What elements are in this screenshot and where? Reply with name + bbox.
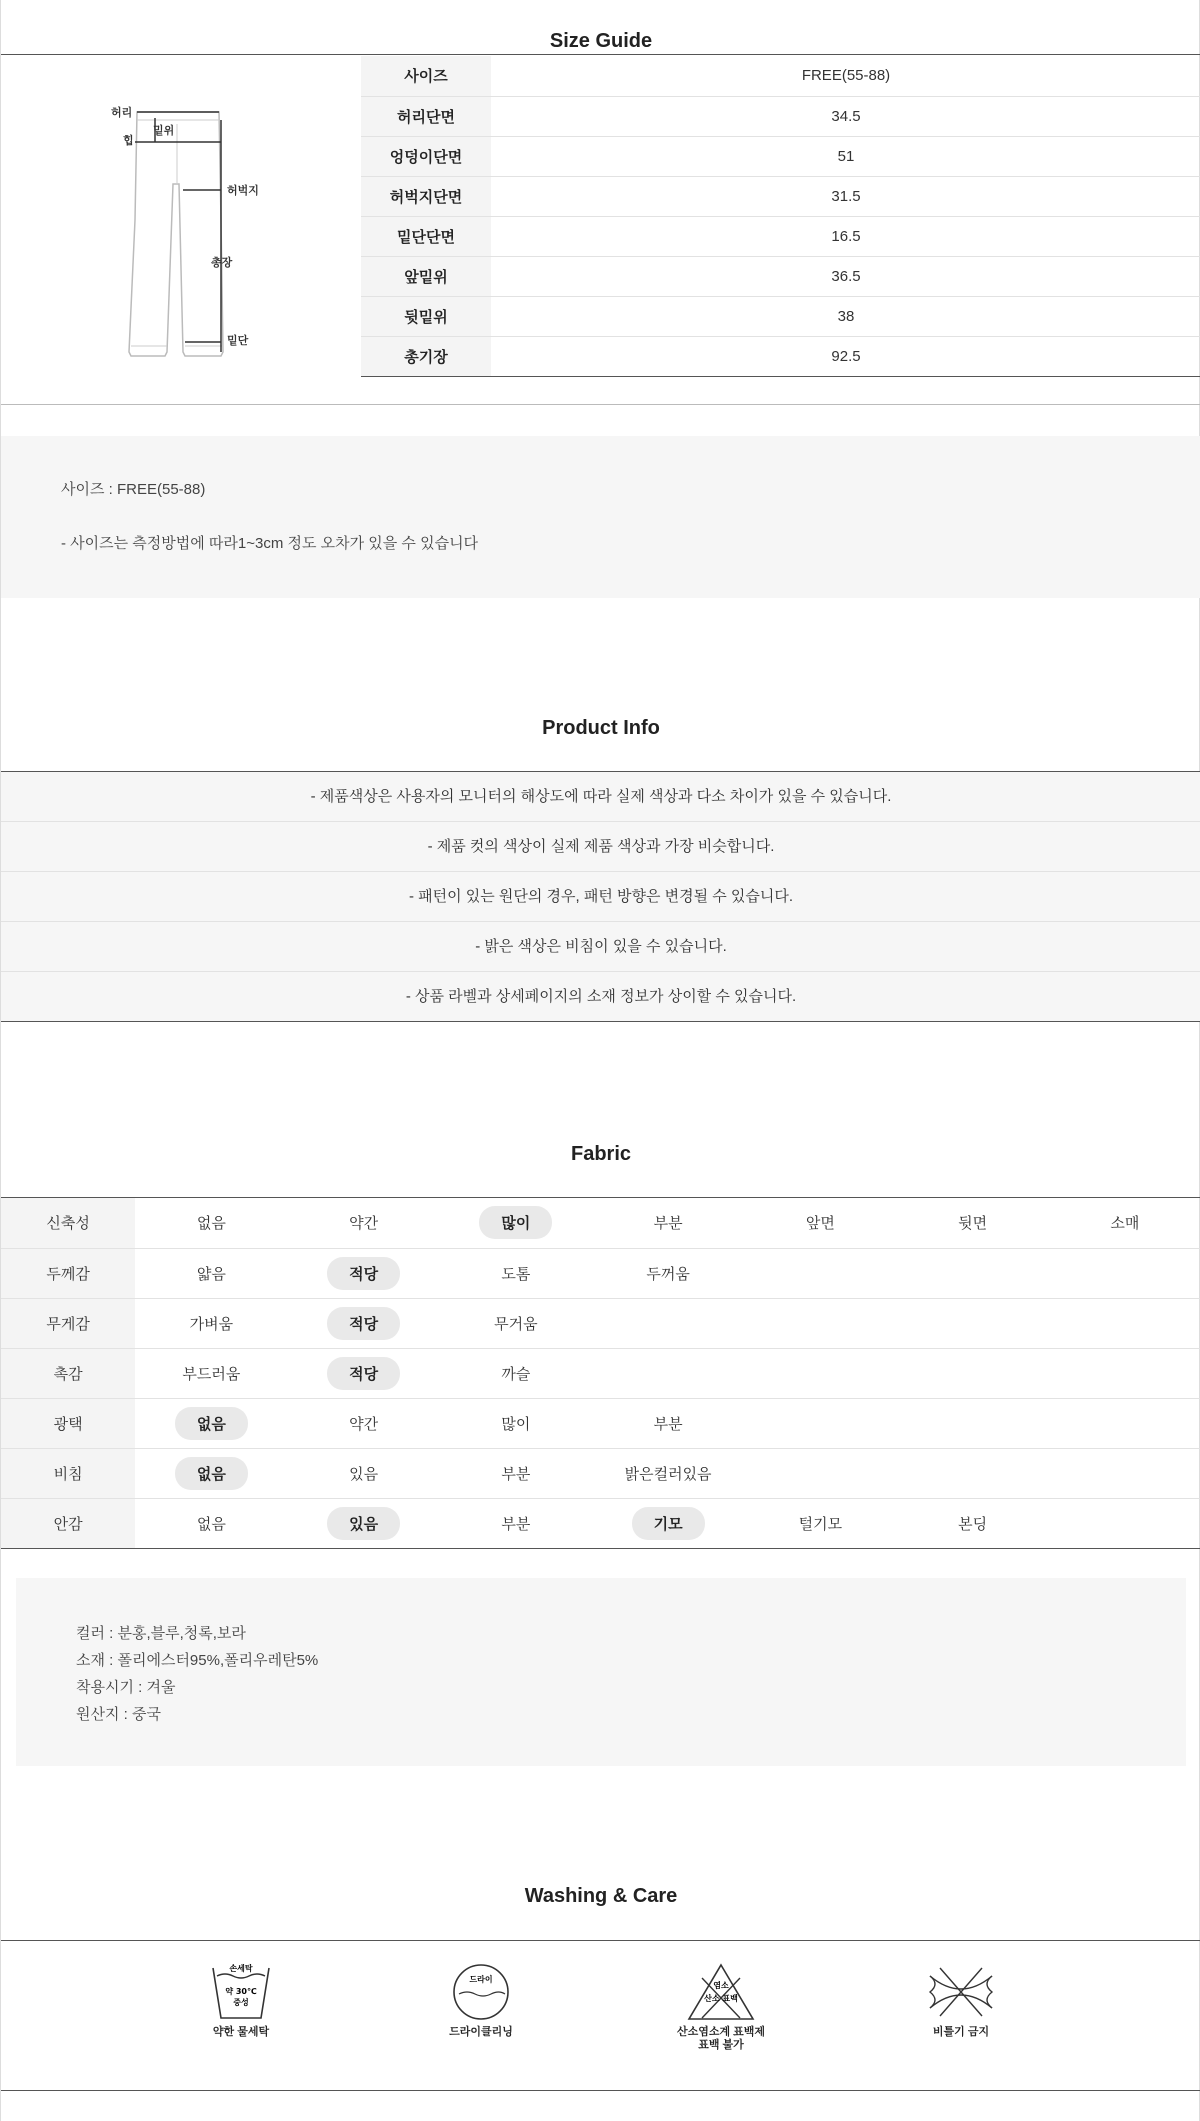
no-wring-label: 비틀기 금지 (932, 2026, 990, 2038)
product-info-title: Product Info (542, 717, 660, 739)
fabric-option-label: 부드러움 (182, 1365, 241, 1383)
fabric-option (440, 1298, 592, 1348)
size-row-label: 사이즈 (361, 56, 491, 96)
fabric-option-empty (744, 1398, 896, 1448)
fabric-row (1, 1198, 1200, 1248)
fabric-option (440, 1398, 592, 1448)
fabric-option-label: 두꺼움 (646, 1265, 690, 1283)
fabric-material: 소재 : 폴리에스터95%,폴리우레탄5% (76, 1652, 319, 1669)
diagram-label-length: 총장 (211, 257, 233, 269)
fabric-option (896, 1198, 1048, 1248)
size-row-label: 엉덩이단면 (361, 136, 491, 176)
size-row-label: 앞밑위 (361, 256, 491, 296)
fabric-option-label: 부분 (501, 1515, 531, 1533)
size-table (361, 56, 1200, 377)
fabric-option-label: 무거움 (494, 1315, 538, 1333)
fabric-origin: 원산지 : 중국 (76, 1706, 161, 1723)
wash-item-hand-wash (161, 1962, 321, 2039)
diagram-label-hip: 힙 (123, 135, 134, 147)
fabric-option (287, 1348, 439, 1398)
fabric-option (592, 1398, 744, 1448)
product-info-item: - 패턴이 있는 원단의 경우, 패턴 방향은 변경될 수 있습니다. (1, 872, 1200, 922)
size-row-value: 31.5 (491, 176, 1200, 216)
fabric-option (135, 1448, 287, 1498)
dry-clean-label: 드라이클리닝 (449, 2026, 513, 2038)
fabric-option-selected: 적당 (327, 1357, 400, 1390)
size-row (361, 136, 1200, 176)
fabric-option (744, 1498, 896, 1548)
size-guide-top-divider (1, 54, 1200, 55)
fabric-row (1, 1498, 1200, 1548)
fabric-season: 착용시기 : 겨울 (76, 1679, 176, 1696)
fabric-row (1, 1398, 1200, 1448)
fabric-row-label: 비침 (1, 1448, 135, 1498)
fabric-row (1, 1348, 1200, 1398)
size-note-box (1, 436, 1200, 598)
product-info-list (1, 772, 1200, 1022)
fabric-option-empty (1049, 1448, 1200, 1498)
product-info-item: - 제품 컷의 색상이 실제 제품 색상과 가장 비슷합니다. (1, 822, 1200, 872)
fabric-option-selected: 많이 (479, 1206, 552, 1239)
size-row (361, 256, 1200, 296)
fabric-option (135, 1398, 287, 1448)
size-row-value: 34.5 (491, 96, 1200, 136)
wash-item-no-bleach (641, 1962, 801, 2052)
size-row (361, 176, 1200, 216)
fabric-option-label: 없음 (196, 1215, 226, 1233)
pants-size-diagram (101, 100, 281, 370)
diagram-label-thigh: 허벅지 (227, 185, 259, 197)
fabric-row-label: 광택 (1, 1398, 135, 1448)
fabric-option-label: 뒷면 (958, 1215, 988, 1233)
fabric-option-label: 없음 (196, 1515, 226, 1533)
fabric-option (287, 1398, 439, 1448)
fabric-option-selected: 없음 (175, 1407, 248, 1440)
no-bleach-icon (686, 1962, 756, 2022)
product-info-item: - 제품색상은 사용자의 모니터의 해상도에 따라 실제 색상과 다소 차이가 있을 수 있습니다. (1, 772, 1200, 822)
fabric-option (135, 1348, 287, 1398)
size-note-error: - 사이즈는 측정방법에 따라1~3cm 정도 오차가 있을 수 있습니다 (61, 535, 479, 552)
fabric-option-empty (592, 1298, 744, 1348)
size-row-value: 51 (491, 136, 1200, 176)
fabric-option-empty (896, 1248, 1048, 1298)
fabric-option-label: 소매 (1110, 1215, 1140, 1233)
no-bleach-inner-top: 염소 (713, 1981, 729, 1990)
fabric-option (287, 1248, 439, 1298)
size-row-value: 38 (491, 296, 1200, 336)
size-row-value: FREE(55-88) (491, 56, 1200, 96)
size-note-size: 사이즈 : FREE(55-88) (61, 481, 206, 498)
fabric-option (135, 1198, 287, 1248)
size-row-label: 허벅지단면 (361, 176, 491, 216)
washing-title: Washing & Care (524, 1885, 678, 1907)
fabric-option-empty (744, 1348, 896, 1398)
fabric-option-label: 털기모 (798, 1515, 843, 1533)
fabric-option-label: 부분 (653, 1415, 683, 1433)
fabric-option (135, 1248, 287, 1298)
fabric-option-empty (1049, 1298, 1200, 1348)
fabric-option-selected: 없음 (175, 1457, 248, 1490)
fabric-option-empty (896, 1298, 1048, 1348)
fabric-option-selected: 적당 (327, 1307, 400, 1340)
fabric-row-label: 안감 (1, 1498, 135, 1548)
fabric-option-empty (744, 1448, 896, 1498)
product-info-item: - 상품 라벨과 상세페이지의 소재 정보가 상이할 수 있습니다. (1, 972, 1200, 1022)
size-row-label: 총기장 (361, 336, 491, 376)
fabric-title: Fabric (570, 1143, 632, 1165)
size-row-value: 36.5 (491, 256, 1200, 296)
fabric-option (592, 1248, 744, 1298)
fabric-option (440, 1348, 592, 1398)
fabric-option-empty (896, 1448, 1048, 1498)
dry-clean-inner: 드라이 (469, 1975, 493, 1984)
fabric-option-selected: 적당 (327, 1257, 400, 1290)
fabric-option (592, 1498, 744, 1548)
fabric-option (440, 1448, 592, 1498)
fabric-row (1, 1248, 1200, 1298)
fabric-table (1, 1198, 1200, 1549)
fabric-row-label: 무게감 (1, 1298, 135, 1348)
size-row-value: 92.5 (491, 336, 1200, 376)
fabric-option (287, 1198, 439, 1248)
fabric-option-selected: 기모 (632, 1507, 705, 1540)
fabric-row (1, 1448, 1200, 1498)
fabric-option-label: 본딩 (958, 1515, 988, 1533)
size-row (361, 96, 1200, 136)
fabric-option-empty (1049, 1248, 1200, 1298)
fabric-color: 컬러 : 분홍,블루,청록,보라 (76, 1625, 246, 1642)
diagram-label-waist: 허리 (111, 107, 133, 119)
washing-top-divider (1, 1940, 1200, 1941)
fabric-option (287, 1498, 439, 1548)
fabric-option (592, 1198, 744, 1248)
diagram-label-rise: 밑위 (153, 125, 175, 137)
fabric-option-empty (1049, 1348, 1200, 1398)
fabric-option-empty (744, 1248, 896, 1298)
fabric-row-label: 두께감 (1, 1248, 135, 1298)
dry-clean-icon (449, 1962, 513, 2022)
product-info-item: - 밝은 색상은 비침이 있을 수 있습니다. (1, 922, 1200, 972)
washing-bottom-divider (1, 2090, 1200, 2091)
fabric-option-selected: 있음 (327, 1507, 400, 1540)
fabric-option-empty (1049, 1398, 1200, 1448)
size-row-value: 16.5 (491, 216, 1200, 256)
fabric-option-label: 부분 (653, 1215, 683, 1233)
fabric-option (440, 1248, 592, 1298)
fabric-row-label: 촉감 (1, 1348, 135, 1398)
fabric-option (440, 1498, 592, 1548)
hand-wash-icon (209, 1962, 273, 2022)
size-row (361, 56, 1200, 96)
fabric-option (896, 1498, 1048, 1548)
wash-item-no-wring (881, 1962, 1041, 2039)
wash-item-dry-clean (401, 1962, 561, 2039)
fabric-option (287, 1448, 439, 1498)
fabric-option (1049, 1198, 1200, 1248)
no-bleach-inner-bot: 산소 표백 (704, 1994, 738, 2003)
fabric-option-label: 부분 (501, 1465, 531, 1483)
hand-wash-inner-bot: 중성 (233, 1998, 249, 2007)
hand-wash-inner-top: 손세탁 (229, 1964, 253, 1973)
fabric-row-label: 신축성 (1, 1198, 135, 1248)
fabric-option-label: 도톰 (501, 1265, 531, 1283)
size-row-label: 허리단면 (361, 96, 491, 136)
fabric-option (440, 1198, 592, 1248)
fabric-option (135, 1498, 287, 1548)
fabric-option-empty (744, 1298, 896, 1348)
size-guide-title: Size Guide (549, 30, 653, 52)
fabric-option-label: 밝은컬러있음 (624, 1465, 712, 1483)
fabric-option-empty (1049, 1498, 1200, 1548)
size-row (361, 336, 1200, 376)
no-bleach-label-1: 산소염소계 표백제 (676, 2026, 766, 2038)
fabric-option-empty (896, 1348, 1048, 1398)
fabric-option-label: 가벼움 (189, 1315, 234, 1333)
size-row-label: 밑단단면 (361, 216, 491, 256)
fabric-details-box (16, 1578, 1186, 1766)
diagram-label-hem: 밑단 (227, 335, 249, 347)
hand-wash-label: 약한 물세탁 (212, 2026, 270, 2038)
size-row (361, 296, 1200, 336)
no-bleach-label-2: 표백 불가 (698, 2039, 744, 2051)
size-row-label: 뒷밑위 (361, 296, 491, 336)
fabric-option (744, 1198, 896, 1248)
fabric-option-empty (896, 1398, 1048, 1448)
fabric-option-empty (592, 1348, 744, 1398)
fabric-option-label: 많이 (501, 1415, 531, 1433)
fabric-option-label: 약간 (349, 1215, 379, 1233)
no-wring-icon (926, 1962, 996, 2022)
fabric-option (287, 1298, 439, 1348)
hand-wash-inner-mid: 약 30℃ (225, 1987, 257, 1996)
fabric-option (592, 1448, 744, 1498)
fabric-option-label: 까슬 (501, 1365, 531, 1383)
fabric-option-label: 있음 (349, 1465, 379, 1483)
fabric-row (1, 1298, 1200, 1348)
size-row (361, 216, 1200, 256)
fabric-option-label: 앞면 (805, 1215, 835, 1233)
fabric-option (135, 1298, 287, 1348)
fabric-option-label: 얇음 (196, 1265, 226, 1283)
size-guide-bottom-divider (1, 404, 1200, 405)
fabric-option-label: 약간 (349, 1415, 379, 1433)
